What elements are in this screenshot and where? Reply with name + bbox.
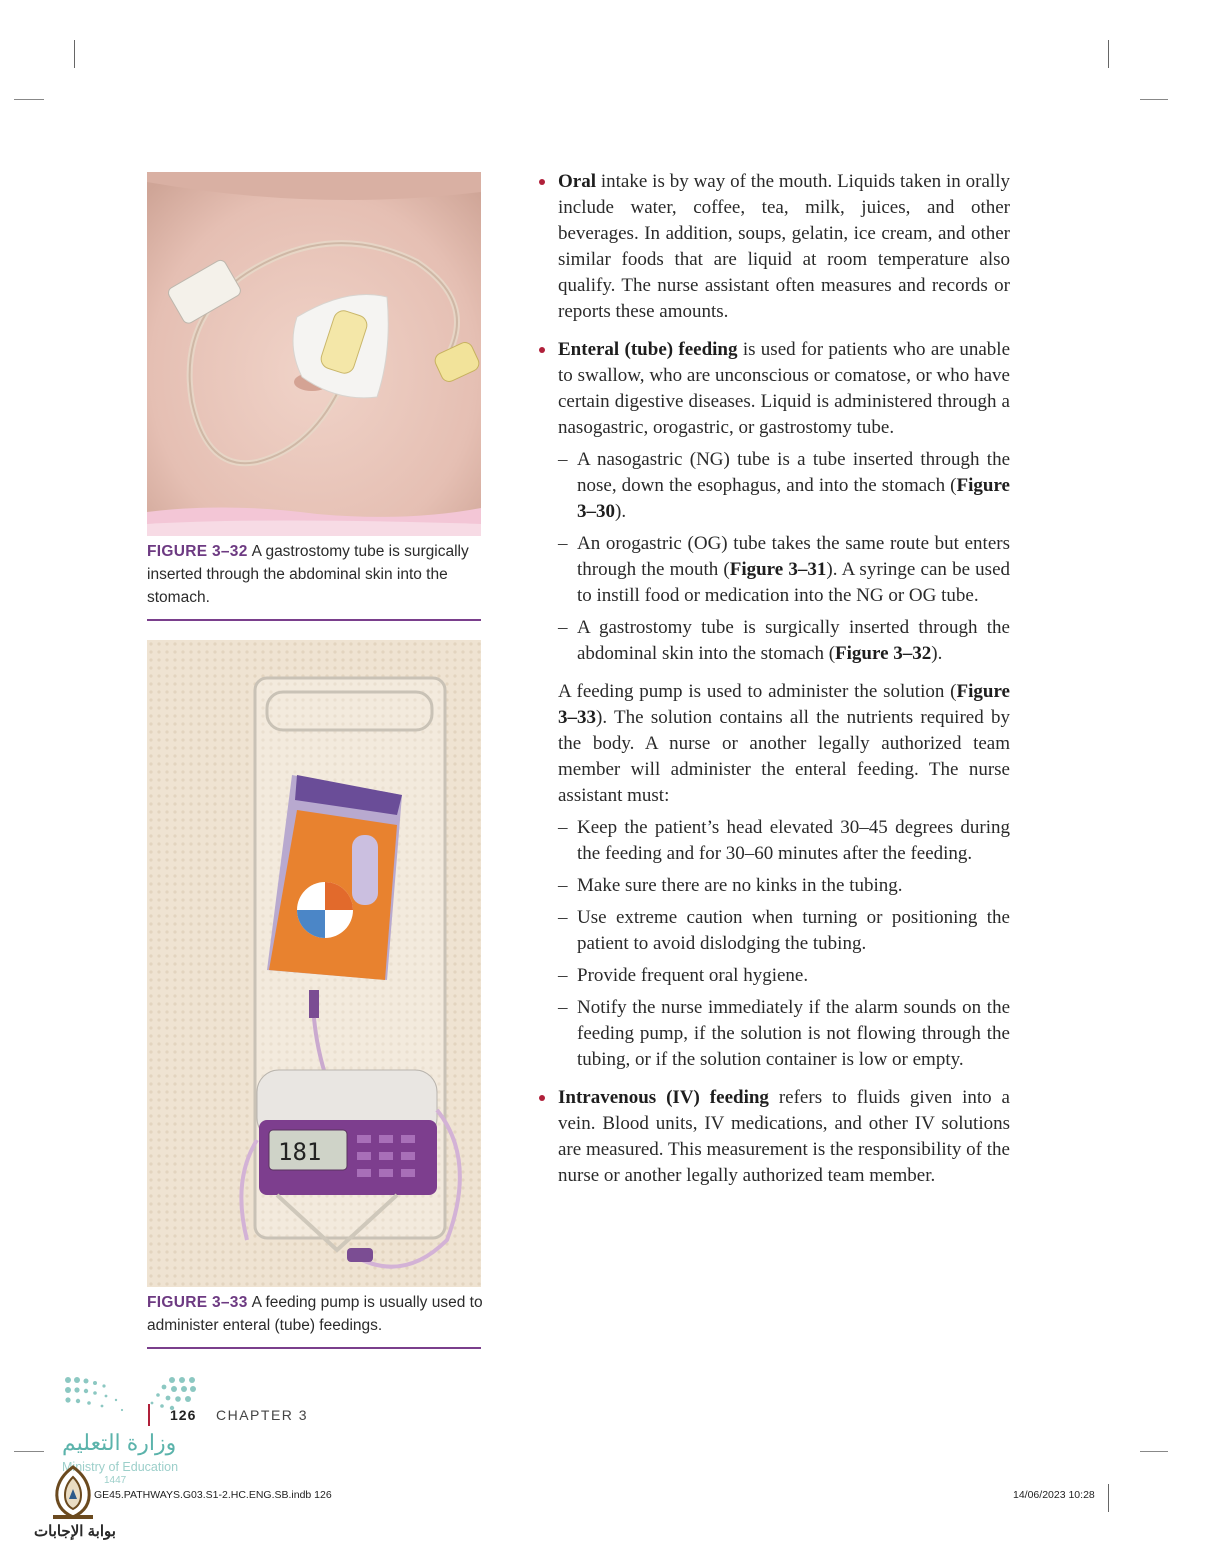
bullet-text: intake is by way of the mouth. Liquids taken in orally include water, coffee, tea, milk, juices, and other beverages. In addition, soups, gelatin, ice cream, and other similar foods that are liquid at room temperature also qualify. The nurse assistant often measures and records or reports these amounts. [558, 171, 1010, 322]
sub-item [536, 615, 1010, 667]
sub-text: ). [931, 643, 943, 664]
caption-rule [147, 619, 481, 621]
body-text-column [536, 169, 1010, 1189]
sub-text: A gastrostomy tube is surgically inserted through the abdominal skin into the stomach ( [577, 617, 1010, 664]
figure-ref: Figure 3–31 [729, 559, 827, 580]
figure-label: FIGURE 3–33 [147, 1294, 248, 1311]
caption-text: A feeding pump is usually used to administer enteral (tube) feedings. [147, 1294, 483, 1334]
figure-label: FIGURE 3–32 [147, 543, 248, 560]
must-item: – Provide frequent oral hygiene. [536, 963, 1010, 989]
figure-ref: Figure 3–33 [558, 681, 1010, 728]
must-item: – Notify the nurse immediately if the alarm sounds on the feeding pump, if the solution is not flowing through the tubing, or if the solution container is low or empty. [536, 995, 1010, 1073]
crop-mark [14, 99, 44, 100]
caption-text: A gastrostomy tube is surgically inserted through the abdominal skin into the stomach. [147, 543, 469, 606]
print-date-time: 14/06/2023 10:28 [1013, 1489, 1095, 1501]
feeding-pump-photo [147, 640, 481, 1287]
must-item: – Make sure there are no kinks in the tubing. [536, 873, 1010, 899]
oral-bullet [536, 169, 1010, 325]
crop-mark [1108, 1484, 1109, 1512]
iv-bullet [536, 1085, 1010, 1189]
sub-item [536, 447, 1010, 525]
pump-display-text: 181 [278, 1138, 322, 1166]
ministry-arabic: وزارة التعليم [62, 1430, 177, 1455]
must-item: – Use extreme caution when turning or positioning the patient to avoid dislodging the tubing. [536, 905, 1010, 957]
crop-mark [1140, 99, 1168, 100]
ministry-year: 1447 [104, 1475, 127, 1486]
figure-ref: Figure 3–32 [835, 643, 932, 664]
ministry-english: Ministry of Education [62, 1460, 179, 1474]
gastrostomy-photo [147, 172, 481, 536]
crop-mark [74, 40, 75, 68]
page-number: 126 [170, 1407, 197, 1423]
pump-paragraph [536, 679, 1010, 809]
figure-32-caption [147, 540, 481, 609]
figure-ref: Figure 3–30 [577, 475, 1010, 522]
footer-divider [148, 1404, 150, 1426]
sub-text: ). A syringe can be used to instill food or medication into the NG or OG tube. [577, 559, 1010, 606]
caption-rule [147, 1347, 481, 1349]
must-item: – Keep the patient’s head elevated 30–45 degrees during the feeding and for 30–60 minutes after the feeding. [536, 815, 1010, 867]
file-info: GE45.PATHWAYS.G03.S1-2.HC.ENG.SB.indb 126 [94, 1489, 332, 1501]
para-text: ). The solution contains all the nutrients required by the body. A nurse or another legally authorized team member will administer the enteral feeding. The nurse assistant must: [558, 707, 1010, 806]
chapter-label: CHAPTER 3 [216, 1407, 309, 1423]
watermark-lantern-icon [47, 1465, 99, 1521]
para-text: A feeding pump is used to administer the solution ( [558, 681, 957, 702]
bullet-text: is used for patients who are unable to swallow, who are unconscious or comatose, or who have certain digestive diseases. Liquid is administered through a nasogastric, orogastric, or gastrostomy tube. [558, 339, 1010, 438]
sub-text: ). [615, 501, 627, 522]
enteral-bullet [536, 337, 1010, 441]
bullet-text: refers to fluids given into a vein. Blood units, IV medications, and other IV solutions are measured. This measurement is the responsibility of the nurse or another legally authorized team member. [558, 1087, 1010, 1186]
crop-mark [1140, 1451, 1168, 1452]
watermark-text: بوابة الإجابات [34, 1523, 116, 1540]
crop-mark [14, 1451, 44, 1452]
sub-text: A nasogastric (NG) tube is a tube inserted through the nose, down the esophagus, and into the stomach ( [577, 449, 1010, 496]
term: Oral [558, 171, 596, 192]
sub-text: An orogastric (OG) tube takes the same route but enters through the mouth ( [577, 533, 1010, 580]
sub-item [536, 531, 1010, 609]
crop-mark [1108, 40, 1109, 68]
term: Enteral (tube) feeding [558, 339, 738, 360]
term: Intravenous (IV) feeding [558, 1087, 769, 1108]
figure-33-caption [147, 1291, 492, 1337]
